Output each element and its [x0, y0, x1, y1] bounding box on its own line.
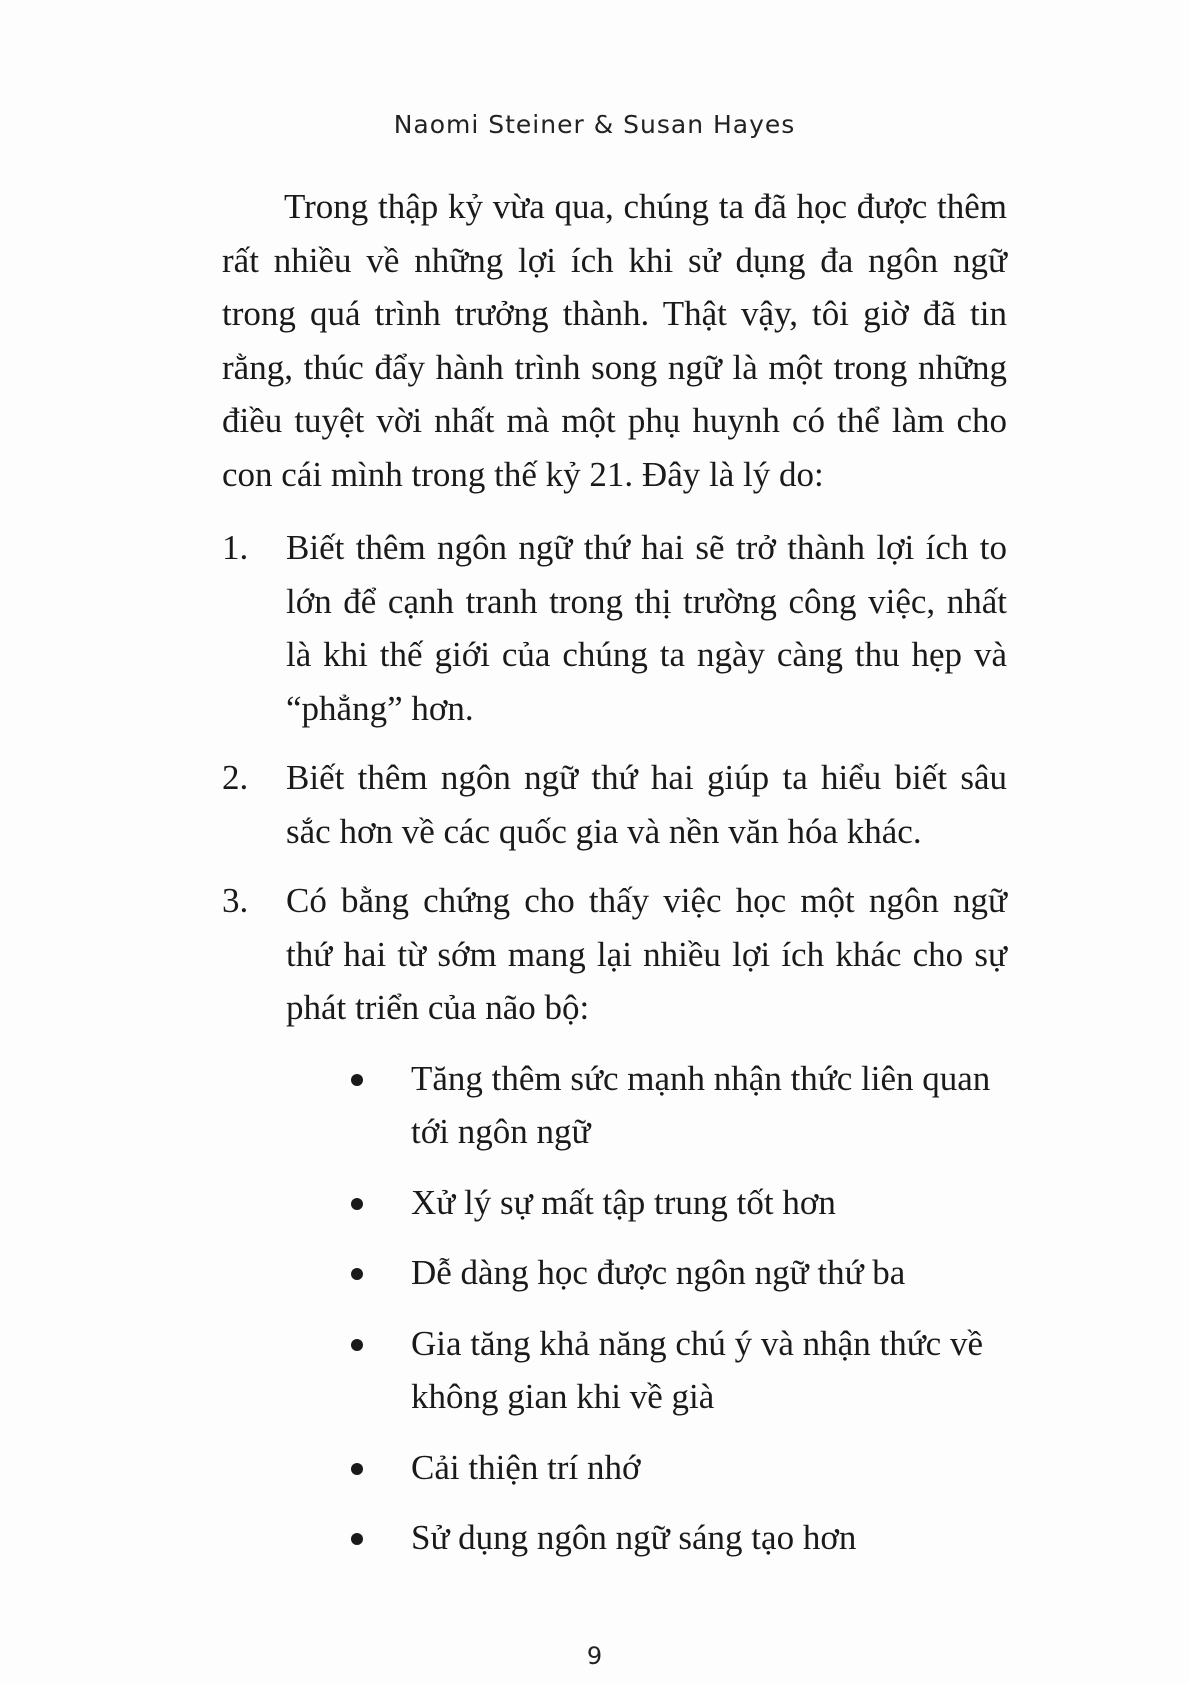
- bullet-icon: [351, 1268, 363, 1280]
- bullet-icon: [351, 1198, 363, 1210]
- benefit-text: Gia tăng khả năng chú ý và nhận thức về không gian khi về già: [411, 1323, 983, 1416]
- reason-text: Biết thêm ngôn ngữ thứ hai sẽ trở thành lợi ích to lớn để cạnh tranh trong thị trường công việc, nhất là khi thế giới của chúng ta ngày càng thu hẹp và “phẳng” hơn.: [286, 528, 1007, 728]
- reasons-list: [222, 521, 1007, 1565]
- benefit-item: [286, 1441, 1007, 1495]
- benefit-text: Cải thiện trí nhớ: [411, 1447, 641, 1487]
- reason-number: 1.: [222, 528, 249, 567]
- benefit-text: Dễ dàng học được ngôn ngữ thứ ba: [411, 1253, 906, 1292]
- reason-item: [222, 521, 1007, 735]
- running-header: Naomi Steiner & Susan Hayes: [393, 110, 796, 139]
- benefits-list: [286, 1052, 1007, 1565]
- bullet-icon: [351, 1463, 363, 1475]
- benefit-text: Sử dụng ngôn ngữ sáng tạo hơn: [411, 1518, 857, 1557]
- benefit-item: [286, 1052, 1007, 1159]
- reason-number: 3.: [222, 881, 249, 920]
- bullet-icon: [351, 1533, 363, 1545]
- benefit-item: [286, 1246, 1007, 1300]
- page-number: 9: [586, 1642, 603, 1670]
- benefit-item: [286, 1511, 1007, 1565]
- benefit-item: [286, 1176, 1007, 1230]
- reason-item: [222, 874, 1007, 1565]
- reason-text: Biết thêm ngôn ngữ thứ hai giúp ta hiểu biết sâu sắc hơn về các quốc gia và nền văn hóa khác.: [286, 758, 1007, 851]
- bullet-icon: [351, 1339, 363, 1351]
- reason-text: Có bằng chứng cho thấy việc học một ngôn ngữ thứ hai từ sớm mang lại nhiều lợi ích khác cho sự phát triển của não bộ:: [286, 881, 1007, 1027]
- reason-item: [222, 751, 1007, 858]
- bullet-icon: [351, 1074, 363, 1086]
- benefit-text: Tăng thêm sức mạnh nhận thức liên quan tới ngôn ngữ: [411, 1058, 991, 1151]
- page-body: [222, 180, 1007, 1565]
- intro-paragraph: Trong thập kỷ vừa qua, chúng ta đã học được thêm rất nhiều về những lợi ích khi sử dụng đa ngôn ngữ trong quá trình trưởng thành. Thật vậy, tôi giờ đã tin rằng, thúc đẩy hành trình song ngữ là một trong những điều tuyệt vời nhất mà một phụ huynh có thể làm cho con cái mình trong thế kỷ 21. Đây là lý do:: [222, 187, 1007, 494]
- benefit-item: [286, 1317, 1007, 1424]
- benefit-text: Xử lý sự mất tập trung tốt hơn: [411, 1182, 836, 1222]
- reason-number: 2.: [222, 758, 249, 797]
